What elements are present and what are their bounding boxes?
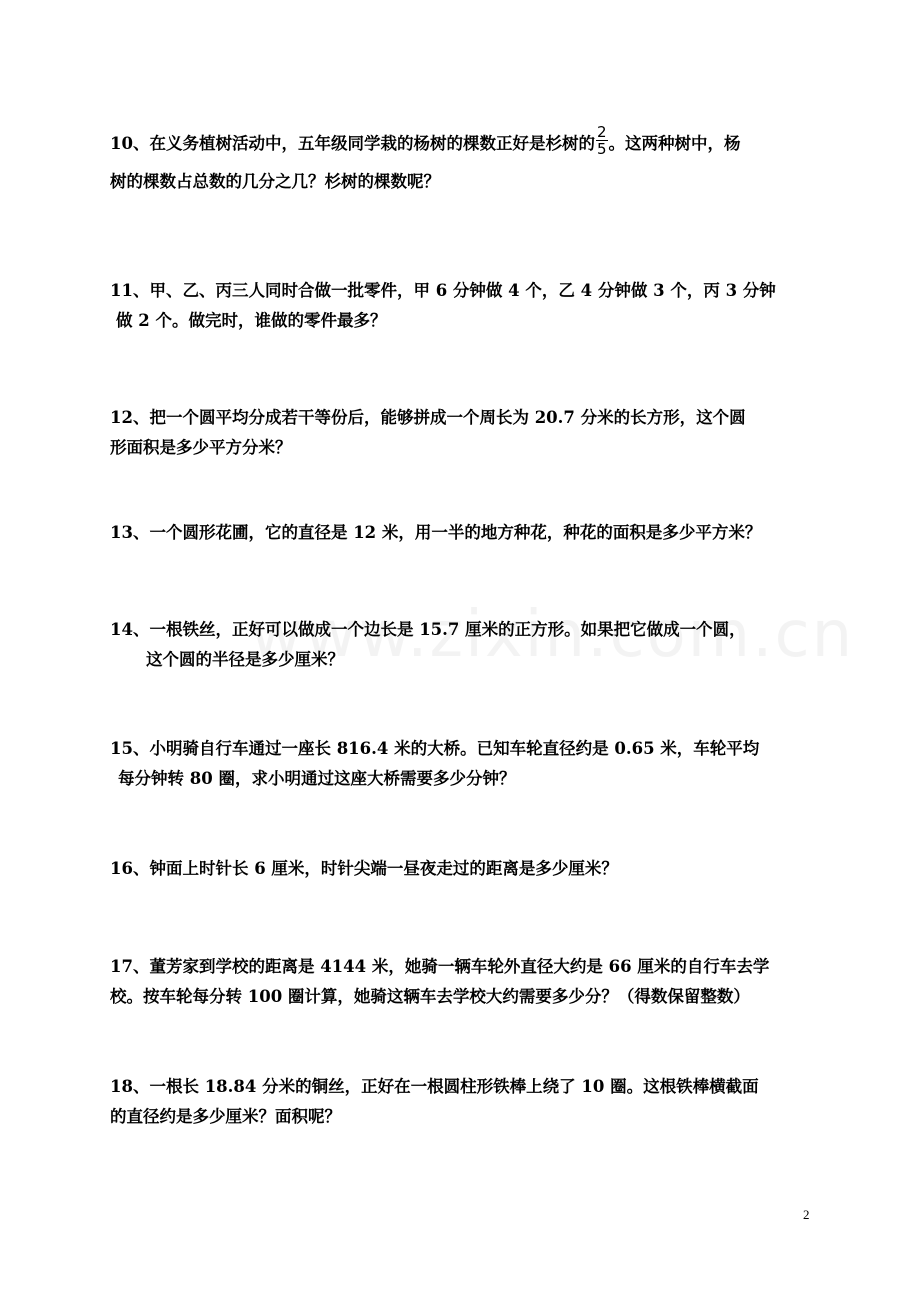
problem-13: [110, 518, 815, 548]
problem-10-text-before-fraction: 10、在义务植树活动中，五年级同学栽的杨树的棵数正好是杉树的: [110, 134, 595, 153]
problem-17-line-2: 校。按车轮每分转 100 圈计算，她骑这辆车去学校大约需要多少分？（得数保留整数）: [110, 987, 750, 1006]
problem-12: [110, 403, 815, 463]
problem-15-line-2: 每分钟转 80 圈，求小明通过这座大桥需要多少分钟？: [118, 769, 516, 788]
problem-17: [110, 952, 815, 1012]
problem-18: [110, 1072, 815, 1132]
problem-15: [110, 734, 815, 794]
problem-18-line-1: 18、一根长 18.84 分米的铜丝，正好在一根圆柱形铁棒上绕了 10 圈。这根铁棒横截面: [110, 1077, 759, 1096]
problem-11: [110, 276, 815, 336]
problem-16-line-1: 16、钟面上时针长 6 厘米，时针尖端一昼夜走过的距离是多少厘米？: [110, 859, 618, 878]
problem-14: [110, 615, 815, 675]
problem-12-line-2: 形面积是多少平方分米？: [110, 438, 292, 457]
problem-13-line-1: 13、一个圆形花圃，它的直径是 12 米，用一半的地方种花，种花的面积是多少平方米？: [110, 523, 762, 542]
problem-17-line-1: 17、董芳家到学校的距离是 4144 米，她骑一辆车轮外直径大约是 66 厘米的自行车去学: [110, 957, 770, 976]
problem-15-line-1: 15、小明骑自行车通过一座长 816.4 米的大桥。已知车轮直径约是 0.65 米，车轮平均: [110, 739, 760, 758]
problem-10: [110, 123, 815, 197]
problem-10-text-after-fraction: 。这两种树中，杨: [608, 134, 741, 153]
problem-16: [110, 854, 815, 884]
problem-10-line-2: 树的棵数占总数的几分之几？杉树的棵数呢？: [110, 172, 440, 191]
problem-14-line-1: 14、一根铁丝，正好可以做成一个边长是 15.7 厘米的正方形。如果把它做成一个圆，: [110, 620, 746, 639]
problem-12-line-1: 12、把一个圆平均分成若干等份后，能够拼成一个周长为 20.7 分米的长方形，这个圆: [110, 408, 746, 427]
fraction-numerator: 2: [596, 123, 607, 141]
problem-10-line-1: [110, 123, 815, 161]
problem-11-line-2: 做 2 个。做完时，谁做的零件最多？: [116, 311, 387, 330]
problem-11-line-1: 11、甲、乙、丙三人同时合做一批零件，甲 6 分钟做 4 个，乙 4 分钟做 3 个，丙 3 分钟: [110, 281, 776, 300]
problem-18-line-2: 的直径约是多少厘米？面积呢？: [110, 1107, 341, 1126]
fraction-denominator: 5: [596, 140, 607, 158]
problem-14-line-2: 这个圆的半径是多少厘米？: [146, 650, 344, 669]
fraction-two-fifths: [596, 124, 608, 157]
page-number: 2: [803, 1207, 810, 1222]
